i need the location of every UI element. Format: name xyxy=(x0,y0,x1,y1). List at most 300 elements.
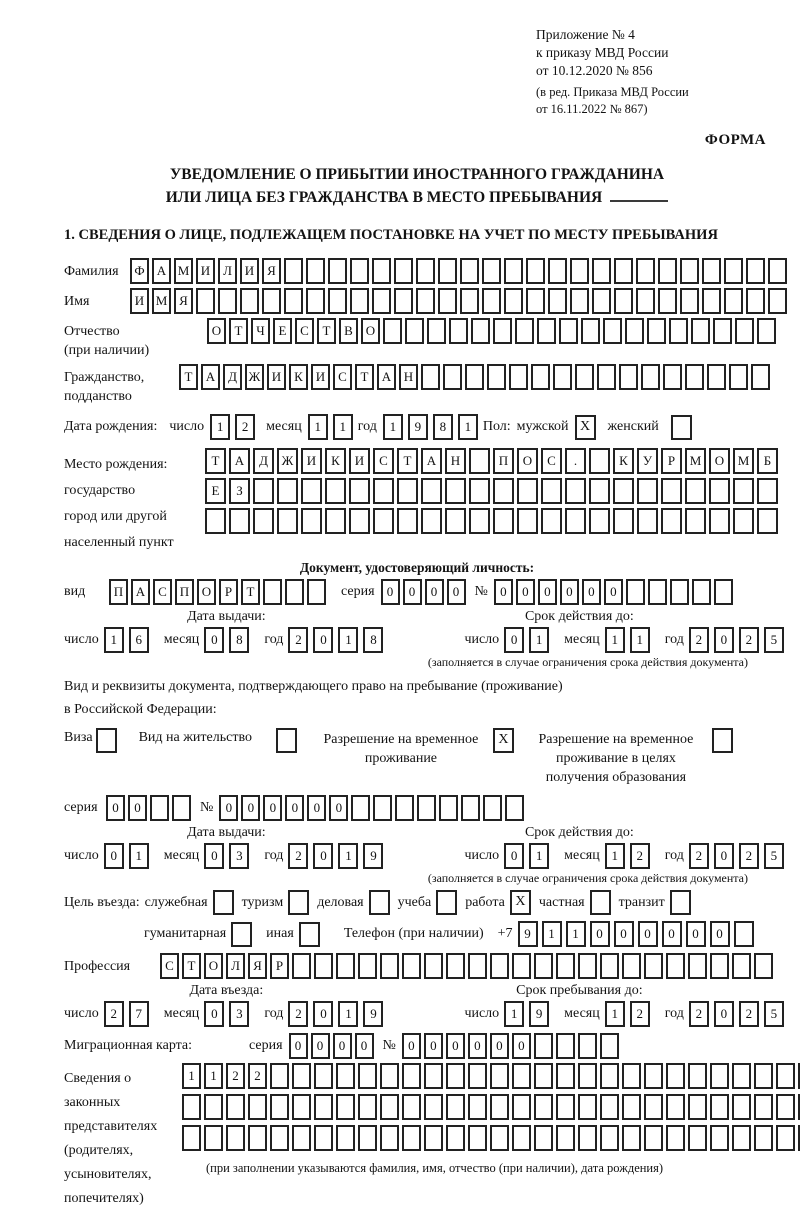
char-cell[interactable] xyxy=(270,1063,289,1089)
char-cell[interactable]: 1 xyxy=(542,921,562,947)
char-cell[interactable] xyxy=(512,1094,531,1120)
char-cell[interactable] xyxy=(757,508,778,534)
char-cell[interactable] xyxy=(314,1094,333,1120)
char-cell[interactable] xyxy=(469,448,490,474)
char-cell[interactable]: 1 xyxy=(566,921,586,947)
char-cell[interactable]: 2 xyxy=(630,1001,650,1027)
char-cell[interactable]: Р xyxy=(270,953,289,979)
char-cell[interactable]: А xyxy=(421,448,442,474)
char-cell[interactable] xyxy=(592,288,611,314)
char-cell[interactable]: 1 xyxy=(383,414,403,440)
char-cell[interactable]: И xyxy=(311,364,330,390)
char-cell[interactable]: 0 xyxy=(313,627,333,653)
char-cell[interactable] xyxy=(397,478,418,504)
char-cell[interactable]: С xyxy=(373,448,394,474)
char-cell[interactable]: Я xyxy=(248,953,267,979)
char-cell[interactable] xyxy=(637,508,658,534)
char-cell[interactable]: 1 xyxy=(338,1001,358,1027)
char-cell[interactable] xyxy=(757,318,776,344)
sex-female-checkbox[interactable] xyxy=(671,415,692,440)
char-cell[interactable] xyxy=(402,1125,421,1151)
char-cell[interactable] xyxy=(253,508,274,534)
char-cell[interactable] xyxy=(351,795,370,821)
char-cell[interactable]: 0 xyxy=(538,579,557,605)
char-cell[interactable] xyxy=(468,1063,487,1089)
char-cell[interactable]: Б xyxy=(757,448,778,474)
char-cell[interactable] xyxy=(487,364,506,390)
sex-male-checkbox[interactable]: X xyxy=(575,415,596,440)
char-cell[interactable] xyxy=(349,478,370,504)
char-cell[interactable] xyxy=(509,364,528,390)
char-cell[interactable] xyxy=(636,288,655,314)
char-cell[interactable] xyxy=(644,1094,663,1120)
char-cell[interactable] xyxy=(688,1063,707,1089)
char-cell[interactable] xyxy=(373,478,394,504)
char-cell[interactable]: 0 xyxy=(714,1001,734,1027)
char-cell[interactable] xyxy=(445,478,466,504)
char-cell[interactable] xyxy=(685,508,706,534)
char-cell[interactable] xyxy=(670,579,689,605)
char-cell[interactable] xyxy=(512,1063,531,1089)
char-cell[interactable] xyxy=(578,1063,597,1089)
char-cell[interactable]: К xyxy=(289,364,308,390)
char-cell[interactable] xyxy=(314,953,333,979)
char-cell[interactable] xyxy=(724,288,743,314)
char-cell[interactable] xyxy=(776,1094,795,1120)
char-cell[interactable]: 2 xyxy=(104,1001,124,1027)
char-cell[interactable] xyxy=(589,448,610,474)
char-cell[interactable]: 0 xyxy=(582,579,601,605)
purpose-study-checkbox[interactable] xyxy=(436,890,457,915)
char-cell[interactable]: Ф xyxy=(130,258,149,284)
char-cell[interactable] xyxy=(578,1125,597,1151)
char-cell[interactable] xyxy=(757,478,778,504)
char-cell[interactable]: 6 xyxy=(129,627,149,653)
char-cell[interactable] xyxy=(556,1125,575,1151)
char-cell[interactable]: 9 xyxy=(408,414,428,440)
char-cell[interactable]: И xyxy=(267,364,286,390)
char-cell[interactable] xyxy=(424,1063,443,1089)
char-cell[interactable]: 0 xyxy=(425,579,444,605)
char-cell[interactable]: С xyxy=(160,953,179,979)
char-cell[interactable] xyxy=(461,795,480,821)
char-cell[interactable]: М xyxy=(733,448,754,474)
char-cell[interactable]: М xyxy=(152,288,171,314)
char-cell[interactable] xyxy=(537,318,556,344)
char-cell[interactable]: 0 xyxy=(263,795,282,821)
char-cell[interactable]: 3 xyxy=(229,843,249,869)
char-cell[interactable] xyxy=(541,478,562,504)
char-cell[interactable] xyxy=(468,953,487,979)
char-cell[interactable] xyxy=(565,478,586,504)
char-cell[interactable] xyxy=(517,508,538,534)
char-cell[interactable] xyxy=(358,1063,377,1089)
purpose-private-checkbox[interactable] xyxy=(590,890,611,915)
char-cell[interactable] xyxy=(350,258,369,284)
char-cell[interactable]: О xyxy=(197,579,216,605)
char-cell[interactable]: Н xyxy=(445,448,466,474)
char-cell[interactable]: Я xyxy=(262,258,281,284)
char-cell[interactable]: 0 xyxy=(714,843,734,869)
char-cell[interactable]: 0 xyxy=(686,921,706,947)
purpose-other-checkbox[interactable] xyxy=(299,922,320,947)
char-cell[interactable] xyxy=(768,288,787,314)
char-cell[interactable] xyxy=(490,1125,509,1151)
char-cell[interactable] xyxy=(446,1125,465,1151)
char-cell[interactable]: 1 xyxy=(338,627,358,653)
char-cell[interactable] xyxy=(263,579,282,605)
char-cell[interactable] xyxy=(600,1063,619,1089)
char-cell[interactable] xyxy=(733,508,754,534)
char-cell[interactable] xyxy=(468,1094,487,1120)
char-cell[interactable]: А xyxy=(152,258,171,284)
char-cell[interactable] xyxy=(205,508,226,534)
char-cell[interactable] xyxy=(493,318,512,344)
char-cell[interactable]: Л xyxy=(218,258,237,284)
char-cell[interactable] xyxy=(421,478,442,504)
char-cell[interactable] xyxy=(541,508,562,534)
char-cell[interactable] xyxy=(397,508,418,534)
char-cell[interactable] xyxy=(482,258,501,284)
char-cell[interactable] xyxy=(292,1063,311,1089)
char-cell[interactable]: 0 xyxy=(355,1033,374,1059)
char-cell[interactable] xyxy=(666,1094,685,1120)
char-cell[interactable] xyxy=(277,508,298,534)
char-cell[interactable] xyxy=(446,1094,465,1120)
purpose-tourism-checkbox[interactable] xyxy=(288,890,309,915)
char-cell[interactable] xyxy=(483,795,502,821)
char-cell[interactable] xyxy=(754,1063,773,1089)
char-cell[interactable]: 0 xyxy=(289,1033,308,1059)
char-cell[interactable]: 1 xyxy=(129,843,149,869)
char-cell[interactable]: Ж xyxy=(245,364,264,390)
char-cell[interactable]: 0 xyxy=(662,921,682,947)
char-cell[interactable] xyxy=(685,364,704,390)
char-cell[interactable] xyxy=(613,478,634,504)
char-cell[interactable] xyxy=(709,508,730,534)
char-cell[interactable]: 2 xyxy=(226,1063,245,1089)
char-cell[interactable] xyxy=(446,953,465,979)
char-cell[interactable] xyxy=(548,288,567,314)
char-cell[interactable] xyxy=(446,1063,465,1089)
char-cell[interactable] xyxy=(248,1094,267,1120)
char-cell[interactable]: 0 xyxy=(446,1033,465,1059)
char-cell[interactable] xyxy=(469,508,490,534)
char-cell[interactable] xyxy=(314,1125,333,1151)
char-cell[interactable] xyxy=(277,478,298,504)
char-cell[interactable] xyxy=(240,288,259,314)
char-cell[interactable] xyxy=(666,1063,685,1089)
char-cell[interactable] xyxy=(512,953,531,979)
char-cell[interactable]: 2 xyxy=(739,627,759,653)
char-cell[interactable] xyxy=(688,953,707,979)
char-cell[interactable] xyxy=(465,364,484,390)
char-cell[interactable] xyxy=(754,1094,773,1120)
char-cell[interactable]: 0 xyxy=(204,843,224,869)
char-cell[interactable]: 0 xyxy=(106,795,125,821)
char-cell[interactable] xyxy=(768,258,787,284)
char-cell[interactable] xyxy=(710,1063,729,1089)
purpose-commercial-checkbox[interactable] xyxy=(369,890,390,915)
char-cell[interactable] xyxy=(724,258,743,284)
char-cell[interactable] xyxy=(493,508,514,534)
char-cell[interactable] xyxy=(505,795,524,821)
char-cell[interactable] xyxy=(619,364,638,390)
char-cell[interactable] xyxy=(427,318,446,344)
char-cell[interactable] xyxy=(325,508,346,534)
char-cell[interactable] xyxy=(443,364,462,390)
char-cell[interactable]: 0 xyxy=(313,1001,333,1027)
char-cell[interactable] xyxy=(754,953,773,979)
char-cell[interactable]: Т xyxy=(179,364,198,390)
char-cell[interactable] xyxy=(358,1094,377,1120)
char-cell[interactable] xyxy=(438,258,457,284)
char-cell[interactable]: И xyxy=(301,448,322,474)
char-cell[interactable] xyxy=(515,318,534,344)
char-cell[interactable]: 0 xyxy=(329,795,348,821)
char-cell[interactable] xyxy=(732,1094,751,1120)
char-cell[interactable]: 8 xyxy=(363,627,383,653)
char-cell[interactable] xyxy=(732,953,751,979)
char-cell[interactable] xyxy=(380,1125,399,1151)
char-cell[interactable]: В xyxy=(339,318,358,344)
char-cell[interactable] xyxy=(661,478,682,504)
char-cell[interactable]: О xyxy=(517,448,538,474)
char-cell[interactable]: 0 xyxy=(604,579,623,605)
char-cell[interactable]: 5 xyxy=(764,627,784,653)
char-cell[interactable] xyxy=(658,288,677,314)
char-cell[interactable]: 2 xyxy=(288,627,308,653)
char-cell[interactable]: 0 xyxy=(311,1033,330,1059)
char-cell[interactable] xyxy=(490,953,509,979)
char-cell[interactable]: О xyxy=(361,318,380,344)
char-cell[interactable]: 0 xyxy=(447,579,466,605)
char-cell[interactable] xyxy=(270,1125,289,1151)
char-cell[interactable]: С xyxy=(295,318,314,344)
char-cell[interactable]: 0 xyxy=(560,579,579,605)
char-cell[interactable] xyxy=(336,953,355,979)
char-cell[interactable] xyxy=(707,364,726,390)
char-cell[interactable] xyxy=(534,1125,553,1151)
char-cell[interactable]: 0 xyxy=(381,579,400,605)
char-cell[interactable] xyxy=(504,288,523,314)
char-cell[interactable] xyxy=(504,258,523,284)
char-cell[interactable] xyxy=(680,288,699,314)
char-cell[interactable] xyxy=(380,1094,399,1120)
char-cell[interactable] xyxy=(644,1063,663,1089)
char-cell[interactable] xyxy=(644,1125,663,1151)
char-cell[interactable] xyxy=(570,258,589,284)
char-cell[interactable]: Т xyxy=(205,448,226,474)
char-cell[interactable] xyxy=(688,1094,707,1120)
char-cell[interactable] xyxy=(226,1094,245,1120)
char-cell[interactable] xyxy=(314,1063,333,1089)
char-cell[interactable] xyxy=(395,795,414,821)
char-cell[interactable]: 9 xyxy=(529,1001,549,1027)
char-cell[interactable]: 8 xyxy=(229,627,249,653)
char-cell[interactable] xyxy=(460,258,479,284)
char-cell[interactable]: П xyxy=(175,579,194,605)
char-cell[interactable]: 2 xyxy=(288,843,308,869)
char-cell[interactable]: М xyxy=(685,448,706,474)
char-cell[interactable] xyxy=(307,579,326,605)
char-cell[interactable] xyxy=(622,1094,641,1120)
char-cell[interactable]: Е xyxy=(205,478,226,504)
char-cell[interactable] xyxy=(732,1125,751,1151)
char-cell[interactable] xyxy=(735,318,754,344)
char-cell[interactable]: 0 xyxy=(219,795,238,821)
char-cell[interactable]: А xyxy=(201,364,220,390)
char-cell[interactable]: 9 xyxy=(518,921,538,947)
char-cell[interactable]: 1 xyxy=(605,1001,625,1027)
char-cell[interactable]: 9 xyxy=(363,843,383,869)
char-cell[interactable] xyxy=(710,953,729,979)
char-cell[interactable] xyxy=(270,1094,289,1120)
char-cell[interactable] xyxy=(626,579,645,605)
char-cell[interactable]: 0 xyxy=(241,795,260,821)
char-cell[interactable] xyxy=(622,1125,641,1151)
char-cell[interactable] xyxy=(666,953,685,979)
char-cell[interactable] xyxy=(710,1125,729,1151)
char-cell[interactable] xyxy=(416,288,435,314)
char-cell[interactable]: О xyxy=(207,318,226,344)
char-cell[interactable]: И xyxy=(240,258,259,284)
char-cell[interactable] xyxy=(526,288,545,314)
char-cell[interactable] xyxy=(600,1125,619,1151)
char-cell[interactable]: 1 xyxy=(333,414,353,440)
char-cell[interactable]: 0 xyxy=(104,843,124,869)
char-cell[interactable]: 1 xyxy=(504,1001,524,1027)
char-cell[interactable] xyxy=(666,1125,685,1151)
char-cell[interactable]: Ч xyxy=(251,318,270,344)
char-cell[interactable] xyxy=(575,364,594,390)
char-cell[interactable] xyxy=(372,288,391,314)
char-cell[interactable] xyxy=(182,1125,201,1151)
char-cell[interactable] xyxy=(469,478,490,504)
char-cell[interactable] xyxy=(226,1125,245,1151)
char-cell[interactable]: Р xyxy=(219,579,238,605)
char-cell[interactable] xyxy=(570,288,589,314)
char-cell[interactable]: 2 xyxy=(689,627,709,653)
char-cell[interactable] xyxy=(685,478,706,504)
char-cell[interactable]: 5 xyxy=(764,1001,784,1027)
char-cell[interactable]: Д xyxy=(223,364,242,390)
char-cell[interactable]: 2 xyxy=(689,1001,709,1027)
char-cell[interactable] xyxy=(578,953,597,979)
char-cell[interactable]: 0 xyxy=(516,579,535,605)
char-cell[interactable] xyxy=(578,1033,597,1059)
char-cell[interactable] xyxy=(373,795,392,821)
char-cell[interactable]: 0 xyxy=(710,921,730,947)
char-cell[interactable] xyxy=(438,288,457,314)
char-cell[interactable]: К xyxy=(325,448,346,474)
char-cell[interactable] xyxy=(622,953,641,979)
char-cell[interactable] xyxy=(336,1063,355,1089)
char-cell[interactable]: С xyxy=(333,364,352,390)
char-cell[interactable] xyxy=(589,478,610,504)
char-cell[interactable] xyxy=(471,318,490,344)
char-cell[interactable] xyxy=(534,1063,553,1089)
char-cell[interactable] xyxy=(597,364,616,390)
char-cell[interactable] xyxy=(460,288,479,314)
char-cell[interactable] xyxy=(150,795,169,821)
char-cell[interactable] xyxy=(380,953,399,979)
char-cell[interactable] xyxy=(196,288,215,314)
char-cell[interactable] xyxy=(746,258,765,284)
char-cell[interactable] xyxy=(301,508,322,534)
char-cell[interactable]: 0 xyxy=(128,795,147,821)
char-cell[interactable] xyxy=(625,318,644,344)
char-cell[interactable]: 0 xyxy=(424,1033,443,1059)
char-cell[interactable] xyxy=(556,953,575,979)
char-cell[interactable]: 0 xyxy=(285,795,304,821)
char-cell[interactable] xyxy=(734,921,754,947)
char-cell[interactable]: О xyxy=(204,953,223,979)
char-cell[interactable] xyxy=(644,953,663,979)
char-cell[interactable] xyxy=(490,1094,509,1120)
char-cell[interactable] xyxy=(262,288,281,314)
char-cell[interactable]: 1 xyxy=(204,1063,223,1089)
char-cell[interactable] xyxy=(424,1094,443,1120)
char-cell[interactable] xyxy=(614,258,633,284)
char-cell[interactable]: 0 xyxy=(468,1033,487,1059)
char-cell[interactable] xyxy=(292,1125,311,1151)
char-cell[interactable] xyxy=(647,318,666,344)
char-cell[interactable] xyxy=(358,1125,377,1151)
purpose-business-checkbox[interactable] xyxy=(213,890,234,915)
char-cell[interactable] xyxy=(358,953,377,979)
char-cell[interactable]: Е xyxy=(273,318,292,344)
char-cell[interactable] xyxy=(328,288,347,314)
char-cell[interactable]: А xyxy=(229,448,250,474)
char-cell[interactable] xyxy=(669,318,688,344)
char-cell[interactable] xyxy=(229,508,250,534)
char-cell[interactable]: 2 xyxy=(689,843,709,869)
char-cell[interactable] xyxy=(394,258,413,284)
char-cell[interactable]: 1 xyxy=(458,414,478,440)
char-cell[interactable] xyxy=(534,1033,553,1059)
char-cell[interactable] xyxy=(328,258,347,284)
residence-permit-checkbox[interactable] xyxy=(276,728,297,753)
char-cell[interactable]: Ж xyxy=(277,448,298,474)
char-cell[interactable]: 0 xyxy=(402,1033,421,1059)
char-cell[interactable] xyxy=(556,1033,575,1059)
char-cell[interactable]: У xyxy=(637,448,658,474)
char-cell[interactable] xyxy=(417,795,436,821)
char-cell[interactable] xyxy=(306,288,325,314)
char-cell[interactable] xyxy=(637,478,658,504)
char-cell[interactable]: Н xyxy=(399,364,418,390)
char-cell[interactable] xyxy=(732,1063,751,1089)
char-cell[interactable] xyxy=(754,1125,773,1151)
char-cell[interactable]: С xyxy=(541,448,562,474)
char-cell[interactable]: Т xyxy=(397,448,418,474)
char-cell[interactable]: 0 xyxy=(494,579,513,605)
char-cell[interactable] xyxy=(603,318,622,344)
char-cell[interactable]: 8 xyxy=(433,414,453,440)
char-cell[interactable]: 2 xyxy=(739,843,759,869)
char-cell[interactable] xyxy=(680,258,699,284)
char-cell[interactable]: 1 xyxy=(308,414,328,440)
char-cell[interactable]: 5 xyxy=(764,843,784,869)
char-cell[interactable]: 0 xyxy=(504,843,524,869)
char-cell[interactable] xyxy=(553,364,572,390)
char-cell[interactable] xyxy=(336,1094,355,1120)
char-cell[interactable]: Т xyxy=(355,364,374,390)
char-cell[interactable]: И xyxy=(130,288,149,314)
char-cell[interactable] xyxy=(776,1063,795,1089)
char-cell[interactable] xyxy=(394,288,413,314)
